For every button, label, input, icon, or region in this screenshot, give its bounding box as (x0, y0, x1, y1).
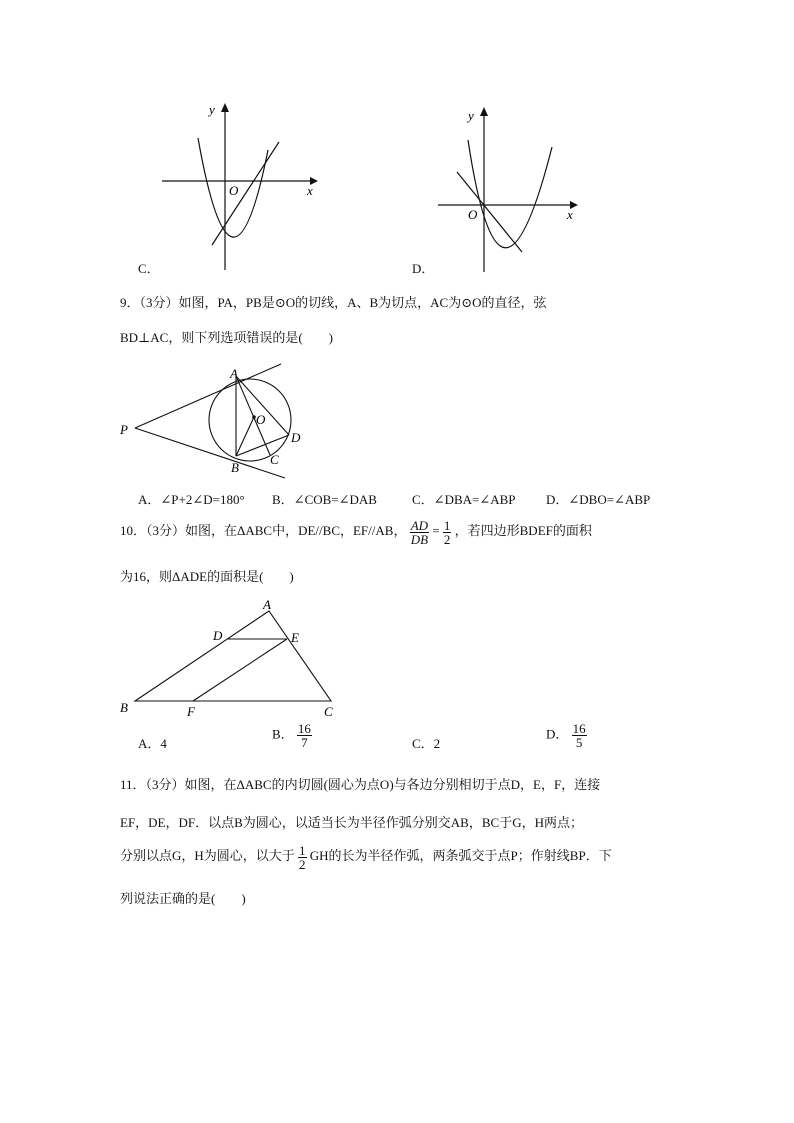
q11-stem-line1: 11．（3分）如图，在ΔABC的内切圆(圆心为点O)与各边分别相切于点D，E，F，连接 (120, 777, 601, 792)
q11-stem-line4: 列说法正确的是( ) (120, 891, 246, 906)
option-b-fraction (297, 722, 312, 749)
label-f: F (187, 704, 195, 719)
straight-line (212, 142, 279, 245)
half-numerator: 1 (443, 517, 451, 533)
label-a: A (230, 366, 238, 381)
q11-line3-pre: 分别以点G，H为圆心，以大于 (120, 848, 295, 863)
label-b: B (120, 700, 128, 715)
q11-half-numerator: 1 (299, 842, 306, 858)
q9-option-d: D．∠DBO=∠ABP (546, 492, 651, 507)
option-d-label: D． (412, 261, 435, 276)
q11-half-fraction (298, 844, 307, 871)
label-o: O (256, 412, 266, 427)
label-b: B (231, 460, 239, 475)
label-d: D (213, 628, 223, 643)
q11-stem-line2: EF，DE，DF．以点B为圆心，以适当长为半径作弧分别交AB，BC于G，H两点； (120, 815, 583, 830)
q10-stem-line1 (120, 516, 592, 546)
triangle-abc (135, 611, 331, 701)
q11-half-denominator: 2 (299, 856, 306, 872)
axis-label-x: x (307, 183, 313, 198)
option-c-label: C． (138, 261, 160, 276)
origin-label: O (229, 183, 239, 198)
label-e: E (291, 630, 299, 645)
label-a: A (263, 597, 271, 612)
parabola-curve (468, 140, 552, 248)
axis-label-x: x (567, 207, 573, 222)
axis-label-y: y (468, 108, 474, 123)
label-c: C (270, 452, 279, 467)
label-c: C (324, 704, 333, 719)
q10-option-a: A．4 (138, 736, 167, 751)
option-b-denominator: 7 (301, 735, 308, 750)
half-denominator: 2 (443, 531, 451, 547)
axis-label-y: y (209, 102, 215, 117)
half-fraction (443, 519, 452, 546)
q10-option-c: C．2 (412, 736, 441, 751)
option-d-numerator: 16 (572, 721, 586, 736)
option-d-denominator: 5 (575, 735, 583, 750)
straight-line (457, 172, 522, 252)
label-p: P (120, 422, 128, 437)
label-d: D (291, 430, 301, 445)
q9-stem-line1: 9．（3分）如图，PA，PB是⊙O的切线，A、B为切点，AC为⊙O的直径，弦 (120, 295, 547, 310)
q10-stem-pre: 10．（3分）如图，在ΔABC中，DE//BC，EF//AB， (120, 523, 407, 538)
y-axis-arrow (221, 103, 229, 112)
origin-label: O (468, 207, 478, 222)
graph-option-c (150, 98, 325, 276)
ratio-fraction (410, 519, 429, 546)
q9-figure (115, 360, 315, 480)
option-b-numerator: 16 (297, 721, 311, 736)
q9-option-b: B．∠COB=∠DAB (272, 492, 377, 507)
option-d-prefix: D． (546, 726, 569, 742)
q10-stem-line2: 为16，则ΔADE的面积是( ) (120, 569, 294, 584)
tangent-pb (135, 428, 285, 478)
segment-ef (193, 639, 287, 701)
q9-stem-line2: BD⊥AC，则下列选项错误的是( ) (120, 330, 334, 345)
q10-figure (115, 594, 350, 722)
ratio-numerator: AD (410, 517, 429, 533)
option-b-prefix: B． (272, 726, 294, 742)
q9-option-c: C．∠DBA=∠ABP (412, 492, 516, 507)
q11-stem-line3 (120, 842, 612, 871)
q10-stem-post: ，若四边形BDEF的面积 (454, 523, 592, 538)
y-axis-arrow (480, 107, 488, 116)
ratio-equals: = (432, 523, 440, 538)
option-d-fraction (572, 722, 587, 749)
q11-line3-post: GH的长为半径作弧，两条弧交于点P；作射线BP．下 (309, 848, 612, 863)
ratio-denominator: DB (410, 531, 429, 547)
q10-option-d (546, 722, 587, 749)
q9-option-a: A．∠P+2∠D=180° (138, 492, 245, 507)
q10-option-b (272, 722, 312, 749)
graph-option-d (430, 102, 590, 276)
